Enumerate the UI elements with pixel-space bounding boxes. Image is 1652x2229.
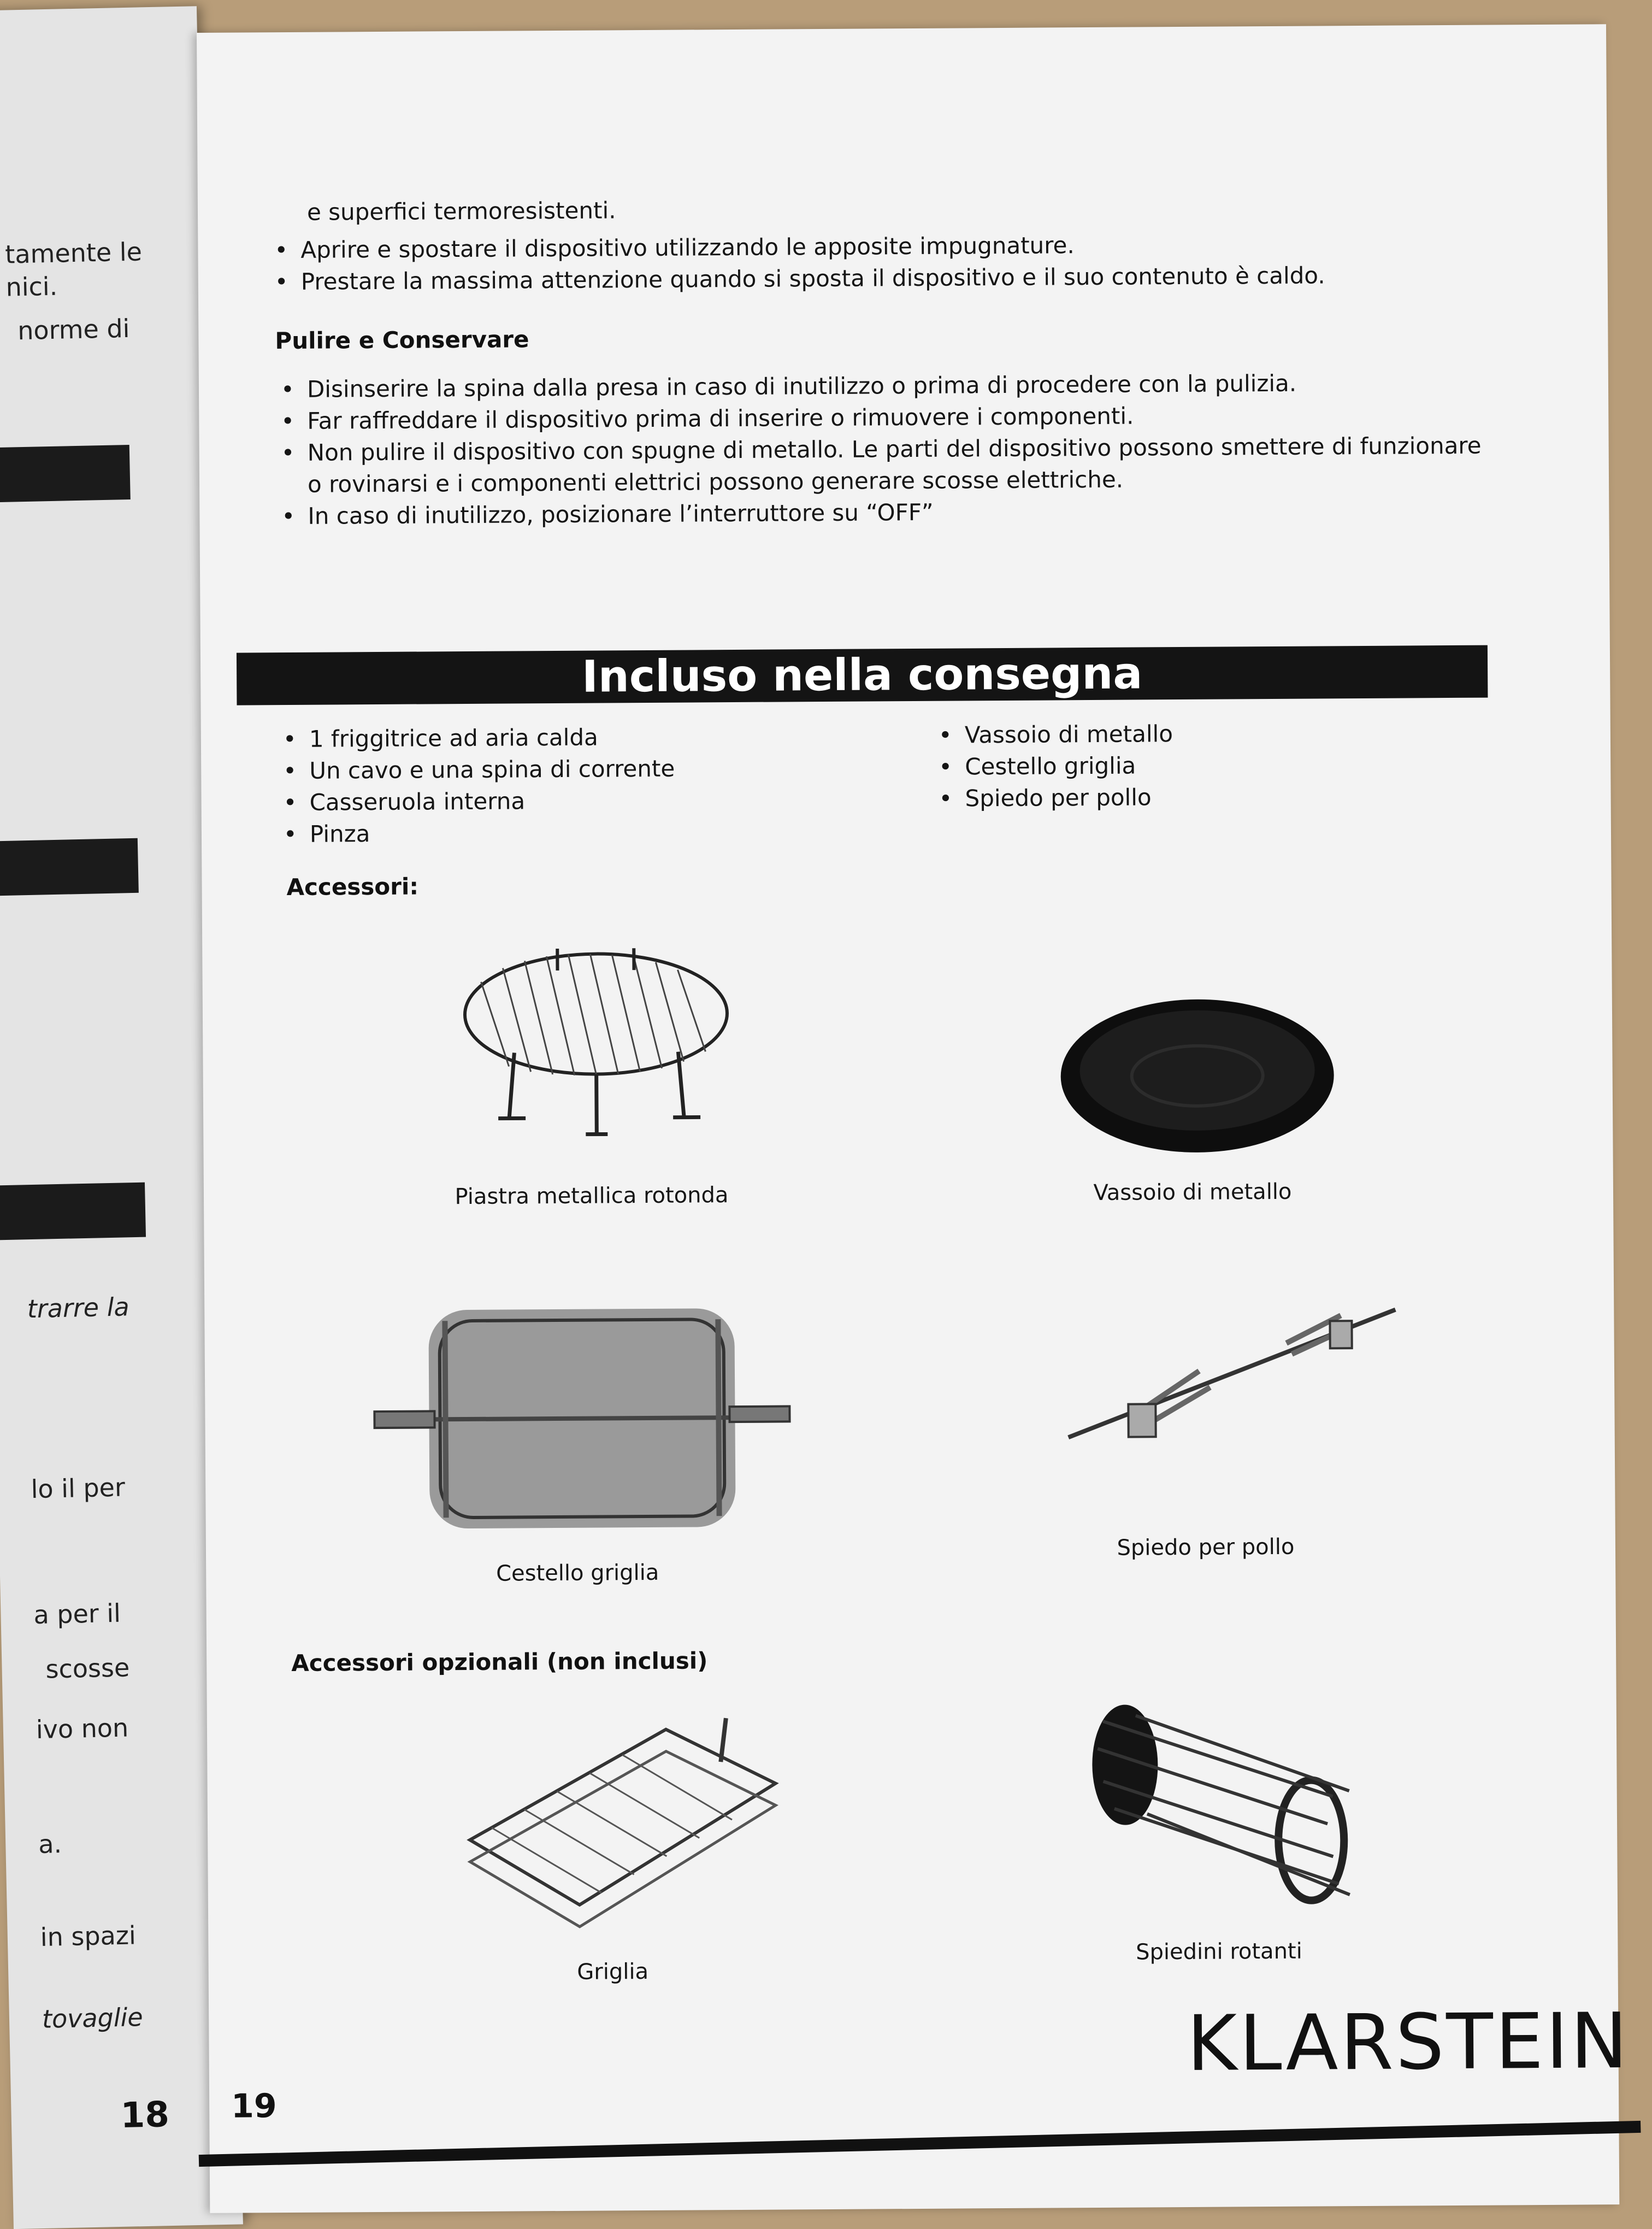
caption-grill-basket: Cestello griglia [496, 1560, 659, 1586]
chicken-spit-image [1057, 1293, 1407, 1460]
left-page-fragment: scosse [45, 1652, 130, 1684]
left-page-fragment: in spazi [40, 1920, 137, 1952]
round-plate-image [448, 948, 744, 1146]
accessories-title: Accessori: [286, 873, 419, 901]
delivery-item: • 1 friggitrice ad aria calda [283, 720, 884, 755]
safety-item: • Aprire e spostare il dispositivo utilizzando le apposite impugnature. [274, 227, 1531, 266]
optional-title: Accessori opzionali (non inclusi) [291, 1647, 708, 1677]
safety-list [274, 227, 1531, 298]
cleaning-item: • Non pulire il dispositivo con spugne di metallo. Le parti del dispositivo possono smettere di funzionare o rovinarsi e i componenti elettrici possono generare scosse elettriche. [281, 430, 1500, 501]
delivery-list-right [939, 716, 1431, 814]
left-page-fragment: tovaglie [42, 2002, 144, 2034]
cleaning-item: • Disinserire la spina dalla presa in caso di inutilizzo o prima di procedere con la pulizia. [281, 366, 1499, 405]
caption-optional-grill: Griglia [577, 1959, 649, 1985]
left-page-fragment: nici. [5, 271, 58, 302]
left-page-fragment: ivo non [36, 1713, 129, 1745]
left-page-fragment: a per il [33, 1598, 121, 1630]
cleaning-item: • In caso di inutilizzo, posizionare l’interruttore su “OFF” [281, 493, 1500, 532]
caption-chicken-spit: Spiedo per pollo [1117, 1534, 1295, 1561]
cleaning-title: Pulire e Conservare [275, 326, 529, 355]
cleaning-list [281, 366, 1500, 532]
delivery-item: • Spiedo per pollo [939, 780, 1430, 814]
caption-rotating-skewers: Spiedini rotanti [1136, 1938, 1302, 1965]
caption-metal-tray: Vassoio di metallo [1093, 1179, 1292, 1206]
section-header: Incluso nella consegna [237, 645, 1488, 705]
delivery-item: • Casseruola interna [283, 783, 884, 819]
metal-tray-image [1055, 993, 1340, 1158]
page-number: 19 [231, 2087, 277, 2126]
rotating-skewers-image [1081, 1698, 1366, 1918]
brand-logo: KLARSTEIN [1187, 1997, 1630, 2089]
left-page-header-bar [0, 445, 131, 503]
footer-rule [199, 2121, 1641, 2167]
safety-item: • Prestare la massima attenzione quando si sposta il dispositivo e il suo contenuto è caldo. [275, 258, 1531, 298]
optional-grill-image [458, 1696, 788, 1938]
delivery-item: • Cestello griglia [939, 748, 1430, 783]
left-page-fragment: lo il per [31, 1472, 126, 1504]
left-page-header-bar [0, 838, 139, 896]
cleaning-item: • Far raffreddare il dispositivo prima di inserire o rimuovere i componenti. [281, 398, 1499, 437]
left-page-fragment: a. [38, 1829, 62, 1860]
left-page-header-bar [0, 1183, 146, 1240]
grill-basket-image [363, 1286, 801, 1551]
left-page-number: 18 [120, 2095, 170, 2136]
right-page [197, 24, 1630, 2213]
delivery-item: • Pinza [284, 815, 884, 850]
delivery-item: • Vassoio di metallo [939, 716, 1430, 751]
caption-round-plate: Piastra metallica rotonda [455, 1183, 729, 1210]
left-page-fragment: trarre la [27, 1292, 130, 1324]
delivery-item: • Un cavo e una spina di corrente [283, 751, 884, 787]
left-page-fragment: norme di [17, 313, 130, 346]
delivery-list-left [283, 720, 884, 850]
safety-continuation: e superfici termoresistenti. [306, 197, 616, 226]
left-page-fragment: tamente le [4, 237, 143, 269]
